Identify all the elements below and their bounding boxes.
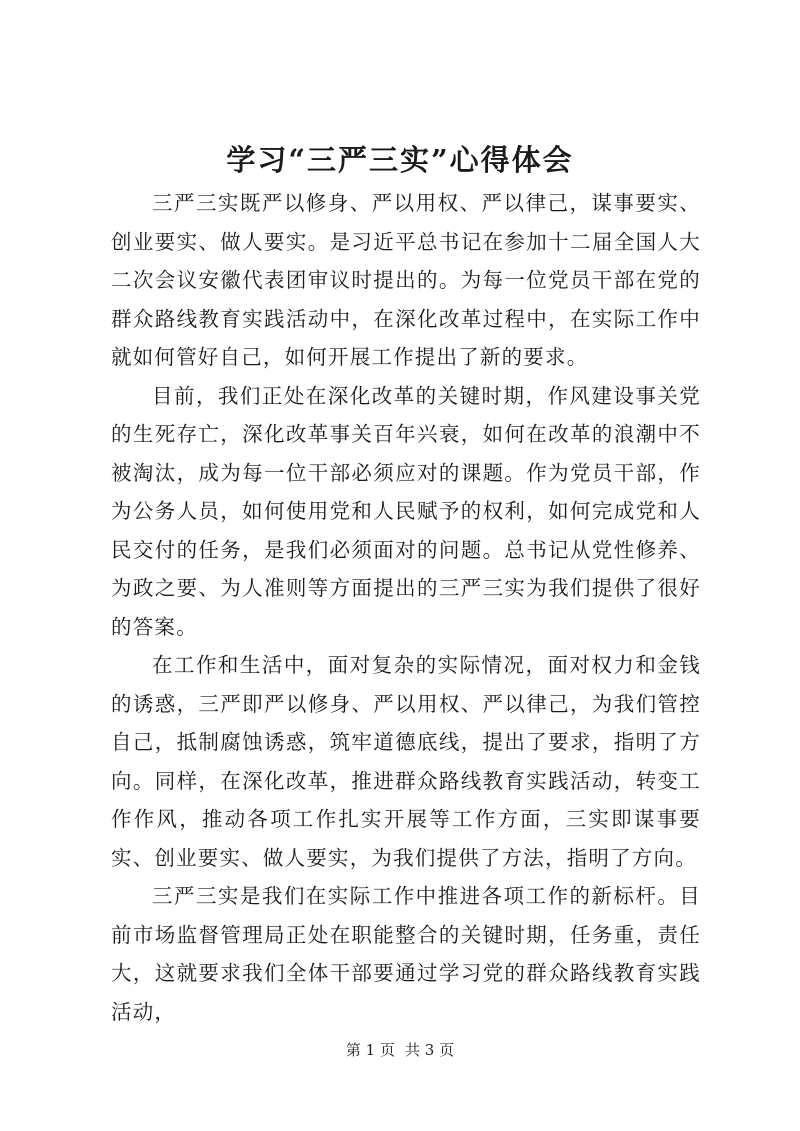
paragraph: 目前，我们正处在深化改革的关键时期，作风建设事关党的生死存亡，深化改革事关百年兴衰，如何在改革的浪潮中不被淘汰，成为每一位干部必须应对的课题。作为党员干部，作为公务人员，如何使用党和人民赋予的权利，如何完成党和人民交付的任务，是我们必须面对的问题。总书记从党性修养、为政之要、为人准则等方面提出的三严三实为我们提供了很好的答案。 [111,383,701,639]
page-number: 第 1 页 [345,1041,395,1059]
total-pages: 共 3 页 [405,1041,455,1059]
page-footer [0,1040,800,1060]
paragraph: 三严三实是我们在实际工作中推进各项工作的新标杆。目前市场监督管理局正处在职能整合的关键时期，任务重，责任大，这就要求我们全体干部要通过学习党的群众路线教育实践活动， [111,884,701,1024]
paragraph: 三严三实既严以修身、严以用权、严以律己，谋事要实、创业要实、做人要实。是习近平总书记在参加十二届全国人大二次会议安徽代表团审议时提出的。为每一位党员干部在党的群众路线教育实践活动中，在深化改革过程中，在实际工作中就如何管好自己，如何开展工作提出了新的要求。 [111,191,701,369]
page-title: 学习“三严三实”心得体会 [226,143,574,177]
paragraph: 在工作和生活中，面对复杂的实际情况，面对权力和金钱的诱惑，三严即严以修身、严以用权、严以律己，为我们管控自己，抵制腐蚀诱惑，筑牢道德底线，提出了要求，指明了方向。同样，在深化改革，推进群众路线教育实践活动，转变工作作风，推动各项工作扎实开展等工作方面，三实即谋事要实、创业要实、做人要实，为我们提供了方法，指明了方向。 [111,653,701,870]
document-body [111,184,701,1031]
